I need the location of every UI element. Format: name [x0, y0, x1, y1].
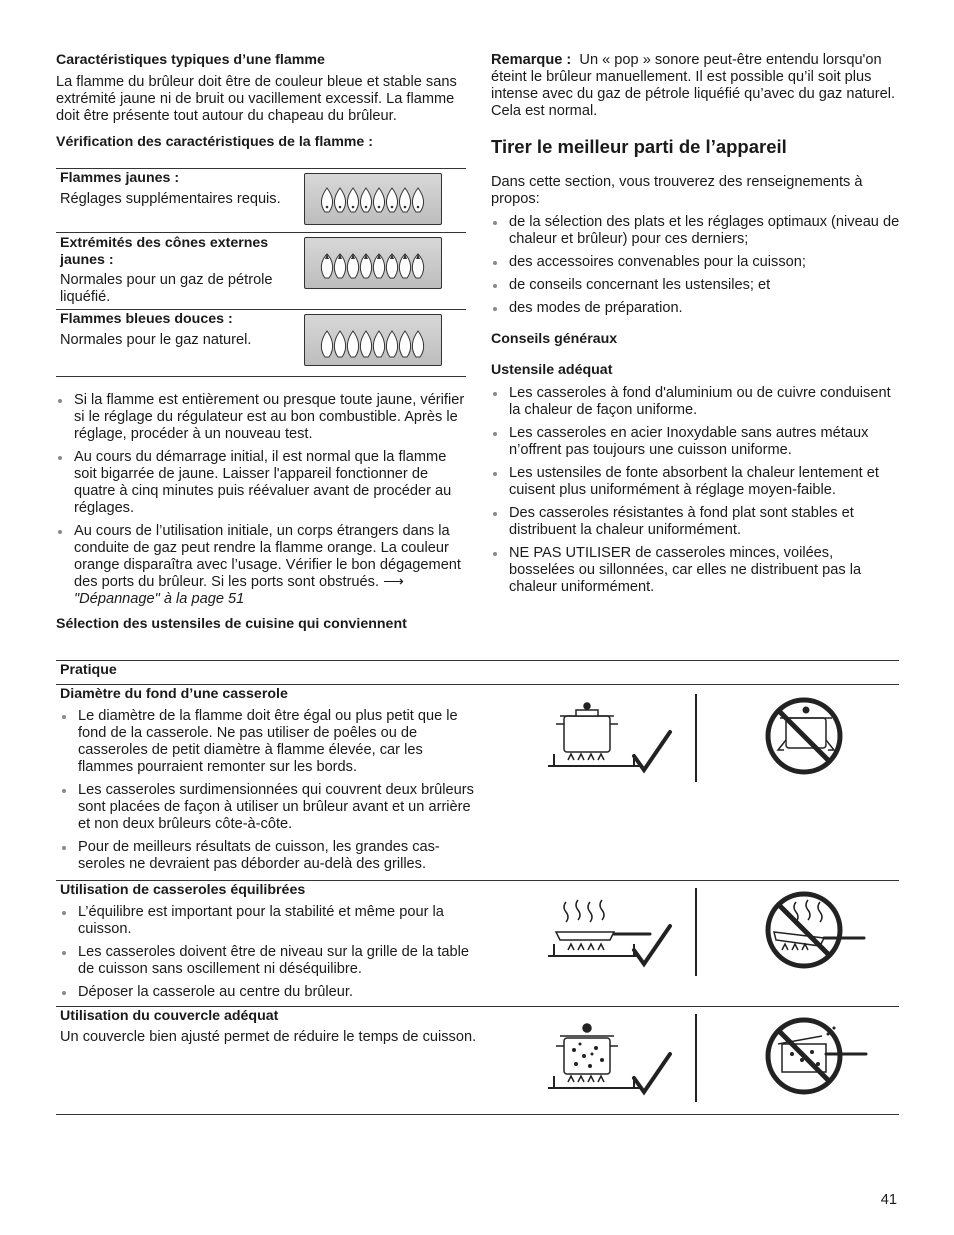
verify-heading: Vérification des caractéristiques de la flamme : [56, 134, 373, 150]
flame-row-blue [56, 309, 466, 377]
list-item: Les casseroles doivent être de niveau sur la grille de la table de cuisson sans oscillement ni déséquilibre. [60, 944, 480, 978]
left-column-top [56, 52, 466, 151]
flame-row-desc: Normales pour un gaz de pétrole liquéfié. [60, 272, 273, 305]
list-item: des accessoires convenables pour la cuisson; [491, 254, 901, 271]
list-item: Les ustensiles de fonte absorbent la chaleur lentement et cuisent plus uniformément à réglage moyen-faible. [491, 465, 901, 499]
xref-link[interactable]: "Dépannage" à la page 51 [74, 591, 245, 607]
list-item: des modes de préparation. [491, 300, 901, 317]
list-item: Des casseroles résistantes à fond plat sont stables et distribuent la chaleur uniformément. [491, 505, 901, 539]
flame-row-yellow-tips [56, 232, 466, 310]
flame-row-title: Flammes jaunes : [60, 170, 180, 186]
pan-incorrect-icon [768, 894, 864, 966]
cookware-heading: Sélection des ustensiles de cuisine qui conviennent [56, 616, 407, 632]
practice-row-heading: Utilisation du couvercle adéquat [60, 1008, 279, 1024]
checkmark-icon [634, 926, 670, 964]
list-item: Si la flamme est entièrement ou presque toute jaune, vérifier si le réglage du régulateur est au bon combustible. Après le réglage, procéder à un nouveau test. [56, 392, 466, 443]
pot-correct-icon [548, 703, 640, 766]
section-intro: Dans cette section, vous trouverez des renseignements à propos: [491, 174, 863, 207]
practice-row-body: Un couvercle bien ajusté permet de réduire le temps de cuisson. [60, 1029, 477, 1045]
pan-correct-icon [548, 900, 650, 956]
section-title: Tirer le meilleur parti de l’appareil [491, 136, 787, 157]
list-item: de conseils concernant les ustensiles; et [491, 277, 901, 294]
list-item: de la sélection des plats et les réglages optimaux (niveau de chaleur et brûleur) pour ces derniers; [491, 214, 901, 248]
lid-illustration [546, 1014, 901, 1106]
flame-intro: La flamme du brûleur doit être de couleur bleue et stable sans extrémité jaune ni de bruit ou vacillement excessif. La flamme doit être présente tout autour du chapeau du brûleur. [56, 74, 457, 124]
list-item: Au cours de l’utilisation initiale, un corps étrangers dans la conduite de gaz peut rendre la flamme orange. La couleur orange disparaîtra avec l’usage. Vérifier le bon dégagement des ports du brûleur. Si les ports sont obstrués. ⟶ "Dépannage" à la page 51 [56, 523, 466, 608]
list-item: Les casseroles en acier Inoxydable sans autres métaux n’offrent pas toujours une cuisson uniforme. [491, 425, 901, 459]
list-item: Les casseroles à fond d'aluminium ou de cuivre conduisent la chaleur de façon uniforme. [491, 385, 901, 419]
list-item: Le diamètre de la flamme doit être égal ou plus petit que le fond de la casserole. Ne pas utiliser de poêles ou de casseroles de petit diamètre à flamme élevée, car les flammes pourraient remonter sur les bords. [60, 708, 480, 776]
yellow-flames-icon [304, 173, 442, 225]
xref-arrow-icon: ⟶ [383, 574, 404, 590]
general-heading: Conseils généraux [491, 331, 618, 347]
flame-heading: Caractéristiques typiques d’une flamme [56, 52, 325, 68]
remark-label: Remarque : [491, 52, 572, 68]
list-item: L’équilibre est important pour la stabilité et même pour la cuisson. [60, 904, 480, 938]
right-column [491, 52, 901, 602]
lid-correct-icon [548, 1024, 640, 1088]
list-item: Au cours du démarrage initial, il est normal que la flamme soit bigarrée de jaune. Laisser l'appareil fonctionner de quatre à cinq minutes puis réévaluer avant de procéder au réglages. [56, 449, 466, 517]
flame-row-desc: Normales pour le gaz naturel. [60, 332, 252, 348]
flame-row-title: Flammes bleues douces : [60, 311, 233, 327]
page-number: 41 [880, 1192, 897, 1208]
practice-row-body [60, 904, 480, 1007]
pot-diameter-illustration [546, 694, 901, 784]
flame-row-yellow [56, 168, 466, 233]
practice-row-heading: Diamètre du fond d’une casserole [60, 686, 288, 702]
list-item: Déposer la casserole au centre du brûleur. [60, 984, 480, 1001]
flame-row-desc: Réglages supplémentaires requis. [60, 191, 281, 207]
yellow-tip-flames-icon [304, 237, 442, 289]
pan-balance-illustration [546, 888, 901, 978]
list-item: NE PAS UTILISER de casseroles minces, voilées, bosselées ou sillonnées, car elles ne distribuent pas la chaleur uniformément. [491, 545, 901, 596]
list-item: Les casseroles surdimensionnées qui couvrent deux brûleurs sont placées de façon à utiliser un brûleur avant et un arrière et non deux brûleurs côte-à-côte. [60, 782, 480, 833]
utensil-heading: Ustensile adéquat [491, 362, 613, 378]
practice-table [56, 660, 899, 1116]
remark: Remarque : Un « pop » sonore peut-être entendu lorsqu'on éteint le brûleur manuellement. Il est possible qu’il soit plus intense avec du gaz de pétrole liquéfié qu’avec du gaz naturel. Cela est normal. [491, 52, 896, 119]
practice-header: Pratique [60, 662, 117, 678]
flame-row-title: Extrémités des cônes externes jaunes : [60, 235, 269, 268]
pot-incorrect-icon [768, 700, 840, 772]
flame-bullets [56, 392, 466, 633]
checkmark-icon [634, 732, 670, 770]
lid-incorrect-icon [768, 1020, 866, 1092]
list-item: Pour de meilleurs résultats de cuisson, les grandes cas-seroles ne devraient pas déborder au-delà des grilles. [60, 839, 480, 873]
practice-row-heading: Utilisation de casseroles équilibrées [60, 882, 306, 898]
soft-blue-flames-icon [304, 314, 442, 366]
checkmark-icon [634, 1054, 670, 1092]
practice-row-body [60, 708, 480, 879]
